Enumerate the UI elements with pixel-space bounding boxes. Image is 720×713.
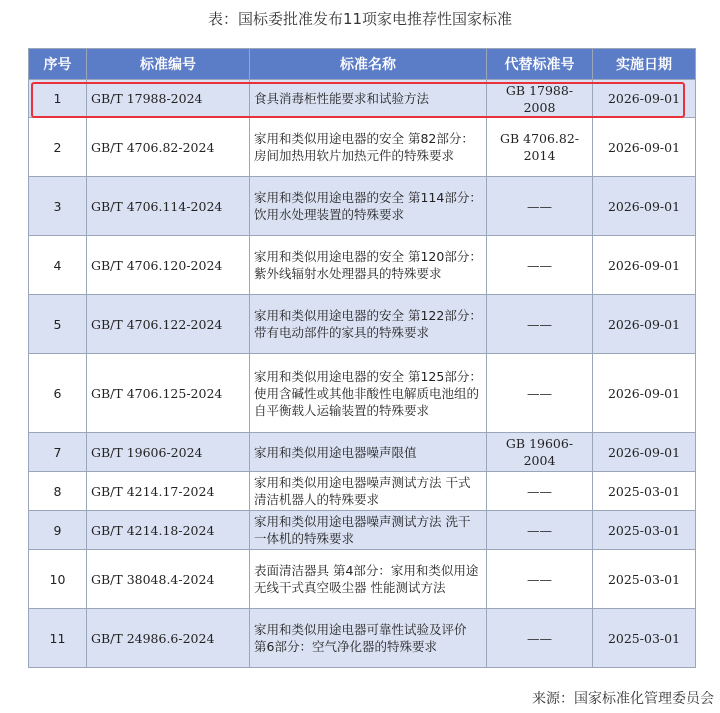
header-name: 标准名称: [250, 49, 487, 80]
row-replaces: ——: [487, 550, 593, 609]
row-name: 家用和类似用途电器噪声测试方法 洗干一体机的特殊要求: [250, 511, 487, 550]
row-name: 表面清洁器具 第4部分：家用和类似用途无线干式真空吸尘器 性能测试方法: [250, 550, 487, 609]
row-replaces: ——: [487, 236, 593, 295]
row-code: GB/T 4214.17-2024: [87, 472, 250, 511]
row-no: 7: [29, 433, 87, 472]
row-code: GB/T 19606-2024: [87, 433, 250, 472]
header-date: 实施日期: [593, 49, 696, 80]
row-code: GB/T 38048.4-2024: [87, 550, 250, 609]
row-no: 5: [29, 295, 87, 354]
row-code: GB/T 4706.82-2024: [87, 118, 250, 177]
row-name: 家用和类似用途电器噪声限值: [250, 433, 487, 472]
standards-table: [28, 48, 696, 668]
table-row: [29, 177, 696, 236]
row-no: 4: [29, 236, 87, 295]
row-code: GB/T 24986.6-2024: [87, 609, 250, 668]
row-date: 2026-09-01: [593, 118, 696, 177]
row-date: 2026-09-01: [593, 236, 696, 295]
row-name: 食具消毒柜性能要求和试验方法: [250, 80, 487, 118]
row-date: 2025-03-01: [593, 609, 696, 668]
row-replaces: ——: [487, 354, 593, 433]
row-replaces: ——: [487, 609, 593, 668]
table-caption: 表：国标委批准发布11项家电推荐性国家标准: [207, 10, 513, 28]
row-date: 2026-09-01: [593, 354, 696, 433]
table-row: [29, 236, 696, 295]
header-no: 序号: [29, 49, 87, 80]
table-row: [29, 118, 696, 177]
row-replaces: GB 4706.82-2014: [487, 118, 593, 177]
row-date: 2025-03-01: [593, 472, 696, 511]
row-code: GB/T 4214.18-2024: [87, 511, 250, 550]
row-date: 2025-03-01: [593, 511, 696, 550]
row-replaces: ——: [487, 472, 593, 511]
row-name: 家用和类似用途电器的安全 第120部分：紫外线辐射水处理器具的特殊要求: [250, 236, 487, 295]
header-replaces: 代替标准号: [487, 49, 593, 80]
row-no: 11: [29, 609, 87, 668]
table-row: [29, 609, 696, 668]
row-date: 2025-03-01: [593, 550, 696, 609]
row-no: 6: [29, 354, 87, 433]
row-name: 家用和类似用途电器噪声测试方法 干式清洁机器人的特殊要求: [250, 472, 487, 511]
table-row: [29, 511, 696, 550]
row-code: GB/T 4706.120-2024: [87, 236, 250, 295]
row-name: 家用和类似用途电器的安全 第82部分：房间加热用软片加热元件的特殊要求: [250, 118, 487, 177]
header-code: 标准编号: [87, 49, 250, 80]
table-row: [29, 295, 696, 354]
row-replaces: GB 19606-2004: [487, 433, 593, 472]
row-date: 2026-09-01: [593, 177, 696, 236]
row-no: 9: [29, 511, 87, 550]
row-date: 2026-09-01: [593, 295, 696, 354]
row-name: 家用和类似用途电器的安全 第125部分：使用含碱性或其他非酸性电解质电池组的自平衡载人运输装置的特殊要求: [250, 354, 487, 433]
row-code: GB/T 4706.125-2024: [87, 354, 250, 433]
row-no: 10: [29, 550, 87, 609]
row-name: 家用和类似用途电器的安全 第122部分：带有电动部件的家具的特殊要求: [250, 295, 487, 354]
row-no: 1: [29, 80, 87, 118]
row-date: 2026-09-01: [593, 80, 696, 118]
table-row: [29, 472, 696, 511]
row-replaces: GB 17988-2008: [487, 80, 593, 118]
table-row: [29, 550, 696, 609]
row-replaces: ——: [487, 295, 593, 354]
row-replaces: ——: [487, 177, 593, 236]
table-row: [29, 433, 696, 472]
row-date: 2026-09-01: [593, 433, 696, 472]
table-row: [29, 354, 696, 433]
row-code: GB/T 4706.122-2024: [87, 295, 250, 354]
header-row: [29, 49, 696, 80]
row-no: 2: [29, 118, 87, 177]
row-code: GB/T 17988-2024: [87, 80, 250, 118]
row-name: 家用和类似用途电器的安全 第114部分： 饮用水处理装置的特殊要求: [250, 177, 487, 236]
table-row: [29, 80, 696, 118]
row-code: GB/T 4706.114-2024: [87, 177, 250, 236]
row-no: 8: [29, 472, 87, 511]
row-name: 家用和类似用途电器可靠性试验及评价 第6部分：空气净化器的特殊要求: [250, 609, 487, 668]
row-replaces: ——: [487, 511, 593, 550]
source-note: 来源：国家标准化管理委员会: [532, 691, 714, 707]
row-no: 3: [29, 177, 87, 236]
